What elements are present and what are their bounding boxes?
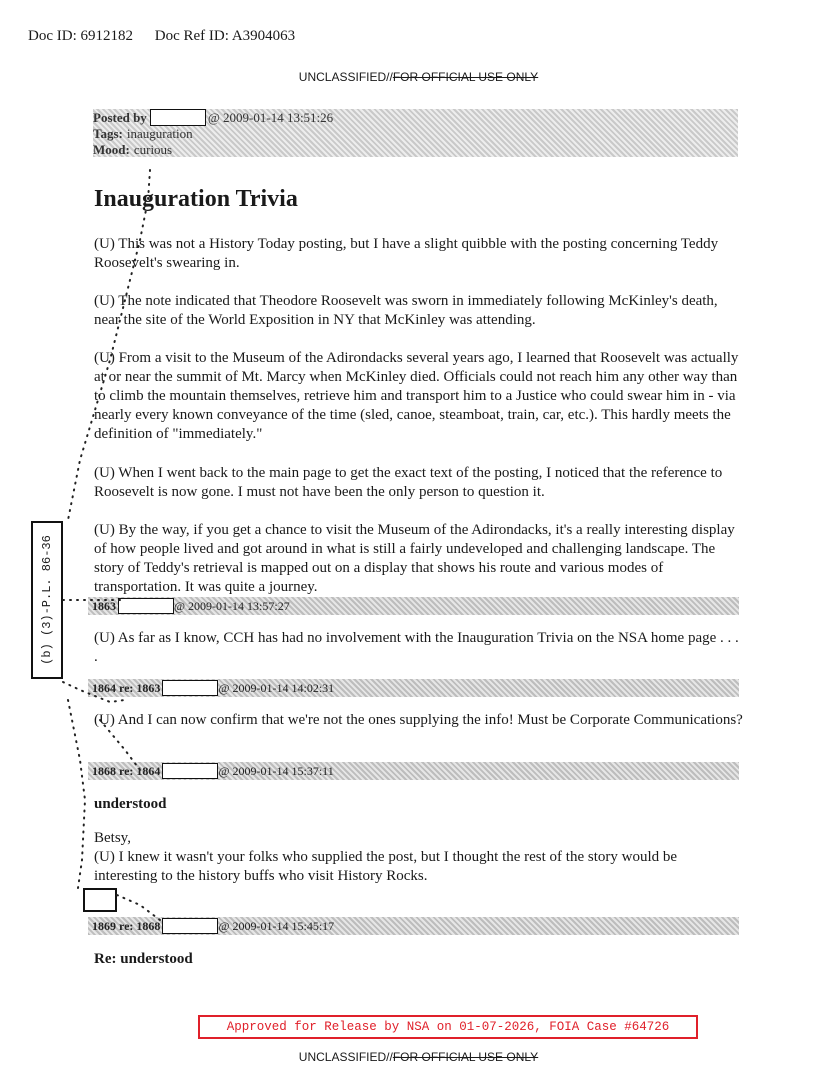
mood-label: Mood: bbox=[93, 141, 130, 157]
comment-id: 1869 re: 1868 bbox=[92, 919, 161, 933]
comment-heading: Re: understood bbox=[94, 951, 193, 967]
comment-id: 1868 re: 1864 bbox=[92, 764, 161, 778]
comment-text: (U) As far as I know, CCH has had no involvement with the Inauguration Trivia on the NSA home page . . . . bbox=[94, 630, 739, 665]
doc-ref-id: Doc Ref ID: A3904063 bbox=[154, 28, 296, 44]
tags-label: Tags: bbox=[93, 125, 123, 141]
posted-at: @ 2009-01-14 13:51:26 bbox=[207, 109, 334, 125]
mood-value: curious bbox=[133, 141, 173, 157]
comment-heading: understood bbox=[94, 796, 167, 812]
post-title: Inauguration Trivia bbox=[94, 186, 298, 212]
post-paragraph: (U) The note indicated that Theodore Roosevelt was sworn in immediately following McKinley's death, near the site of the World Exposition in NY that McKinley was attending. bbox=[94, 293, 718, 328]
comment-id: 1864 re: 1863 bbox=[92, 681, 161, 695]
approval-stamp: Approved for Release by NSA on 01-07-2026, FOIA Case #64726 bbox=[198, 1015, 698, 1039]
posted-by-label: Posted by bbox=[93, 109, 147, 125]
classification-top: UNCLASSIFIED//FOR OFFICIAL USE ONLY bbox=[298, 70, 539, 84]
comment-text: (U) And I can now confirm that we're not the ones supplying the info! Must be Corporate Communications? bbox=[94, 712, 743, 728]
comment-timestamp: @ 2009-01-14 14:02:31 bbox=[218, 681, 335, 695]
post-paragraph: (U) By the way, if you get a chance to visit the Museum of the Adirondacks, it's a really interesting display of how people lived and got around in what is still a fairly undeveloped and challenging landscape. The story of Teddy's retrieval is mapped out on a display that shows his route and various modes of transportation. It was quite a journey. bbox=[94, 522, 735, 595]
comment-id: 1863 bbox=[92, 599, 116, 613]
comment-salutation: Betsy, bbox=[94, 830, 131, 846]
post-paragraph: (U) From a visit to the Museum of the Adirondacks several years ago, I learned that Roosevelt was actually at or near the summit of Mt. Marcy when McKinley died. Officials could not reach him any other way than to climb the mountain themselves, retrieve him and transport him to a Justice who could swear him in - via nearly every known conveyance of the time (sled, canoe, steamboat, train, car, etc.). This hardly meets the definition of "immediately." bbox=[94, 350, 739, 442]
tags-value: inauguration bbox=[126, 125, 193, 141]
comment-timestamp: @ 2009-01-14 13:57:27 bbox=[174, 599, 290, 613]
comment-timestamp: @ 2009-01-14 15:45:17 bbox=[218, 919, 335, 933]
post-paragraph: (U) When I went back to the main page to get the exact text of the posting, I noticed that the reference to Roosevelt is now gone. I must not have been the only person to question it. bbox=[94, 465, 723, 500]
post-paragraph: (U) This was not a History Today posting, but I have a slight quibble with the posting concerning Teddy Roosevelt's swearing in. bbox=[94, 236, 719, 271]
comment-text: (U) I knew it wasn't your folks who supplied the post, but I thought the rest of the story would be interesting to the history buffs who visit History Rocks. bbox=[94, 849, 678, 884]
comment-timestamp: @ 2009-01-14 15:37:11 bbox=[218, 764, 334, 778]
classification-bottom: UNCLASSIFIED//FOR OFFICIAL USE ONLY bbox=[298, 1050, 539, 1064]
doc-id: Doc ID: 6912182 bbox=[28, 28, 133, 44]
exemption-label: (b) (3)-P.L. 86-36 bbox=[40, 535, 54, 665]
